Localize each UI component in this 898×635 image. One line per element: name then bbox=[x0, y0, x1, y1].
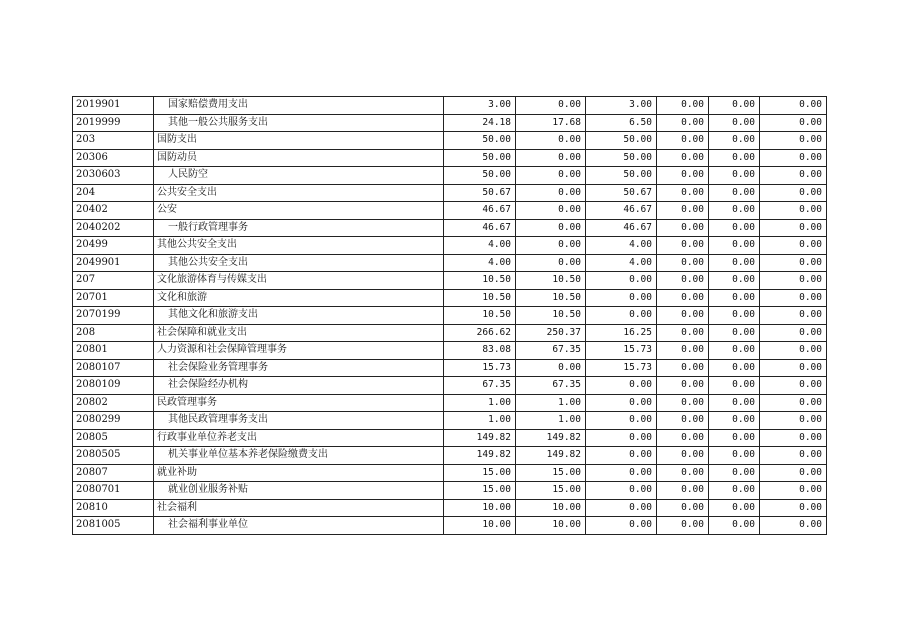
subject-code-cell: 2049901 bbox=[73, 254, 154, 272]
amount-cell: 10.00 bbox=[516, 499, 586, 517]
amount-cell: 0.00 bbox=[760, 394, 827, 412]
subject-name-cell: 就业补助 bbox=[154, 464, 444, 482]
amount-cell: 0.00 bbox=[709, 394, 760, 412]
amount-cell: 0.00 bbox=[760, 202, 827, 220]
amount-cell: 83.08 bbox=[444, 342, 516, 360]
amount-cell: 0.00 bbox=[516, 254, 586, 272]
amount-cell: 0.00 bbox=[760, 412, 827, 430]
amount-cell: 0.00 bbox=[760, 342, 827, 360]
subject-code-cell: 20810 bbox=[73, 499, 154, 517]
amount-cell: 0.00 bbox=[709, 184, 760, 202]
amount-cell: 0.00 bbox=[709, 149, 760, 167]
amount-cell: 15.73 bbox=[586, 342, 657, 360]
amount-cell: 149.82 bbox=[516, 429, 586, 447]
amount-cell: 46.67 bbox=[444, 219, 516, 237]
amount-cell: 0.00 bbox=[760, 447, 827, 465]
table-row bbox=[73, 394, 827, 412]
amount-cell: 0.00 bbox=[516, 359, 586, 377]
amount-cell: 10.00 bbox=[516, 517, 586, 535]
amount-cell: 15.73 bbox=[586, 359, 657, 377]
amount-cell: 0.00 bbox=[657, 429, 709, 447]
subject-code-cell: 20807 bbox=[73, 464, 154, 482]
amount-cell: 0.00 bbox=[760, 149, 827, 167]
subject-name-cell: 民政管理事务 bbox=[154, 394, 444, 412]
subject-name-cell: 其他公共安全支出 bbox=[154, 237, 444, 255]
amount-cell: 0.00 bbox=[516, 132, 586, 150]
subject-name-cell: 社会福利事业单位 bbox=[154, 517, 444, 535]
subject-name-cell: 人力资源和社会保障管理事务 bbox=[154, 342, 444, 360]
subject-code-cell: 20802 bbox=[73, 394, 154, 412]
amount-cell: 4.00 bbox=[586, 237, 657, 255]
amount-cell: 0.00 bbox=[657, 219, 709, 237]
subject-name-cell: 其他公共安全支出 bbox=[154, 254, 444, 272]
amount-cell: 0.00 bbox=[760, 482, 827, 500]
amount-cell: 46.67 bbox=[444, 202, 516, 220]
table-row bbox=[73, 324, 827, 342]
subject-name-cell: 社会保障和就业支出 bbox=[154, 324, 444, 342]
amount-cell: 0.00 bbox=[760, 167, 827, 185]
subject-code-cell: 2080701 bbox=[73, 482, 154, 500]
amount-cell: 50.00 bbox=[444, 149, 516, 167]
amount-cell: 0.00 bbox=[657, 394, 709, 412]
amount-cell: 0.00 bbox=[709, 377, 760, 395]
subject-code-cell: 20402 bbox=[73, 202, 154, 220]
table-row bbox=[73, 237, 827, 255]
amount-cell: 10.50 bbox=[516, 307, 586, 325]
amount-cell: 0.00 bbox=[657, 499, 709, 517]
amount-cell: 0.00 bbox=[709, 447, 760, 465]
amount-cell: 16.25 bbox=[586, 324, 657, 342]
subject-name-cell: 国家赔偿费用支出 bbox=[154, 97, 444, 115]
amount-cell: 0.00 bbox=[586, 482, 657, 500]
table-row bbox=[73, 429, 827, 447]
table-row bbox=[73, 149, 827, 167]
amount-cell: 0.00 bbox=[657, 377, 709, 395]
amount-cell: 0.00 bbox=[516, 149, 586, 167]
amount-cell: 0.00 bbox=[760, 132, 827, 150]
amount-cell: 0.00 bbox=[586, 447, 657, 465]
amount-cell: 0.00 bbox=[760, 254, 827, 272]
amount-cell: 0.00 bbox=[709, 114, 760, 132]
table-row bbox=[73, 359, 827, 377]
table-body bbox=[73, 97, 827, 535]
subject-code-cell: 2019901 bbox=[73, 97, 154, 115]
amount-cell: 15.00 bbox=[444, 464, 516, 482]
amount-cell: 0.00 bbox=[657, 342, 709, 360]
table-row bbox=[73, 132, 827, 150]
amount-cell: 6.50 bbox=[586, 114, 657, 132]
subject-code-cell: 2040202 bbox=[73, 219, 154, 237]
table-row bbox=[73, 464, 827, 482]
subject-name-cell: 社会福利 bbox=[154, 499, 444, 517]
amount-cell: 10.50 bbox=[444, 272, 516, 290]
amount-cell: 0.00 bbox=[586, 499, 657, 517]
subject-code-cell: 2080107 bbox=[73, 359, 154, 377]
amount-cell: 1.00 bbox=[444, 412, 516, 430]
amount-cell: 50.00 bbox=[444, 132, 516, 150]
table-row bbox=[73, 289, 827, 307]
amount-cell: 0.00 bbox=[709, 359, 760, 377]
amount-cell: 0.00 bbox=[586, 412, 657, 430]
amount-cell: 0.00 bbox=[709, 342, 760, 360]
subject-code-cell: 204 bbox=[73, 184, 154, 202]
subject-code-cell: 20801 bbox=[73, 342, 154, 360]
amount-cell: 10.00 bbox=[444, 499, 516, 517]
amount-cell: 0.00 bbox=[516, 202, 586, 220]
amount-cell: 0.00 bbox=[586, 377, 657, 395]
amount-cell: 0.00 bbox=[709, 97, 760, 115]
amount-cell: 0.00 bbox=[657, 254, 709, 272]
subject-name-cell: 一般行政管理事务 bbox=[154, 219, 444, 237]
amount-cell: 0.00 bbox=[657, 517, 709, 535]
amount-cell: 0.00 bbox=[709, 167, 760, 185]
amount-cell: 50.00 bbox=[586, 149, 657, 167]
amount-cell: 0.00 bbox=[760, 219, 827, 237]
subject-code-cell: 208 bbox=[73, 324, 154, 342]
amount-cell: 50.67 bbox=[444, 184, 516, 202]
amount-cell: 0.00 bbox=[760, 184, 827, 202]
amount-cell: 0.00 bbox=[709, 517, 760, 535]
budget-table bbox=[72, 96, 827, 535]
amount-cell: 0.00 bbox=[657, 184, 709, 202]
amount-cell: 50.00 bbox=[586, 132, 657, 150]
amount-cell: 50.00 bbox=[444, 167, 516, 185]
amount-cell: 0.00 bbox=[516, 184, 586, 202]
table-row bbox=[73, 377, 827, 395]
amount-cell: 15.00 bbox=[444, 482, 516, 500]
table-row bbox=[73, 184, 827, 202]
amount-cell: 149.82 bbox=[516, 447, 586, 465]
amount-cell: 0.00 bbox=[760, 97, 827, 115]
subject-name-cell: 社会保险业务管理事务 bbox=[154, 359, 444, 377]
subject-code-cell: 20805 bbox=[73, 429, 154, 447]
amount-cell: 50.00 bbox=[586, 167, 657, 185]
amount-cell: 15.00 bbox=[516, 482, 586, 500]
subject-name-cell: 人民防空 bbox=[154, 167, 444, 185]
amount-cell: 0.00 bbox=[586, 429, 657, 447]
amount-cell: 0.00 bbox=[657, 482, 709, 500]
amount-cell: 0.00 bbox=[709, 237, 760, 255]
subject-code-cell: 2019999 bbox=[73, 114, 154, 132]
amount-cell: 4.00 bbox=[444, 254, 516, 272]
subject-name-cell: 文化旅游体育与传媒支出 bbox=[154, 272, 444, 290]
subject-code-cell: 2080109 bbox=[73, 377, 154, 395]
amount-cell: 0.00 bbox=[709, 272, 760, 290]
amount-cell: 0.00 bbox=[709, 324, 760, 342]
table-row bbox=[73, 219, 827, 237]
amount-cell: 15.73 bbox=[444, 359, 516, 377]
amount-cell: 24.18 bbox=[444, 114, 516, 132]
amount-cell: 0.00 bbox=[657, 307, 709, 325]
amount-cell: 10.50 bbox=[444, 289, 516, 307]
amount-cell: 0.00 bbox=[709, 464, 760, 482]
table-row bbox=[73, 167, 827, 185]
amount-cell: 10.50 bbox=[444, 307, 516, 325]
amount-cell: 46.67 bbox=[586, 202, 657, 220]
table-row bbox=[73, 482, 827, 500]
amount-cell: 0.00 bbox=[657, 167, 709, 185]
amount-cell: 17.68 bbox=[516, 114, 586, 132]
amount-cell: 4.00 bbox=[444, 237, 516, 255]
amount-cell: 0.00 bbox=[709, 254, 760, 272]
amount-cell: 0.00 bbox=[760, 114, 827, 132]
amount-cell: 149.82 bbox=[444, 429, 516, 447]
amount-cell: 15.00 bbox=[516, 464, 586, 482]
subject-code-cell: 203 bbox=[73, 132, 154, 150]
amount-cell: 0.00 bbox=[586, 289, 657, 307]
amount-cell: 10.00 bbox=[444, 517, 516, 535]
table-row bbox=[73, 412, 827, 430]
subject-name-cell: 文化和旅游 bbox=[154, 289, 444, 307]
subject-name-cell: 其他一般公共服务支出 bbox=[154, 114, 444, 132]
amount-cell: 0.00 bbox=[709, 289, 760, 307]
subject-name-cell: 社会保险经办机构 bbox=[154, 377, 444, 395]
amount-cell: 46.67 bbox=[586, 219, 657, 237]
amount-cell: 0.00 bbox=[586, 464, 657, 482]
amount-cell: 0.00 bbox=[760, 289, 827, 307]
amount-cell: 0.00 bbox=[709, 219, 760, 237]
amount-cell: 0.00 bbox=[657, 289, 709, 307]
amount-cell: 1.00 bbox=[516, 394, 586, 412]
amount-cell: 0.00 bbox=[760, 464, 827, 482]
amount-cell: 250.37 bbox=[516, 324, 586, 342]
amount-cell: 67.35 bbox=[516, 377, 586, 395]
amount-cell: 0.00 bbox=[760, 307, 827, 325]
amount-cell: 0.00 bbox=[760, 499, 827, 517]
subject-code-cell: 20701 bbox=[73, 289, 154, 307]
amount-cell: 10.50 bbox=[516, 272, 586, 290]
amount-cell: 0.00 bbox=[516, 237, 586, 255]
amount-cell: 0.00 bbox=[586, 272, 657, 290]
amount-cell: 0.00 bbox=[760, 517, 827, 535]
subject-code-cell: 2030603 bbox=[73, 167, 154, 185]
amount-cell: 0.00 bbox=[657, 464, 709, 482]
subject-name-cell: 行政事业单位养老支出 bbox=[154, 429, 444, 447]
amount-cell: 4.00 bbox=[586, 254, 657, 272]
subject-name-cell: 就业创业服务补贴 bbox=[154, 482, 444, 500]
amount-cell: 0.00 bbox=[516, 167, 586, 185]
subject-code-cell: 20306 bbox=[73, 149, 154, 167]
amount-cell: 50.67 bbox=[586, 184, 657, 202]
amount-cell: 1.00 bbox=[444, 394, 516, 412]
amount-cell: 0.00 bbox=[657, 149, 709, 167]
amount-cell: 0.00 bbox=[657, 272, 709, 290]
amount-cell: 0.00 bbox=[760, 324, 827, 342]
amount-cell: 3.00 bbox=[586, 97, 657, 115]
amount-cell: 0.00 bbox=[709, 412, 760, 430]
table-row bbox=[73, 114, 827, 132]
amount-cell: 266.62 bbox=[444, 324, 516, 342]
amount-cell: 0.00 bbox=[657, 237, 709, 255]
amount-cell: 0.00 bbox=[709, 132, 760, 150]
table-row bbox=[73, 517, 827, 535]
table-row bbox=[73, 499, 827, 517]
subject-name-cell: 国防动员 bbox=[154, 149, 444, 167]
subject-code-cell: 2081005 bbox=[73, 517, 154, 535]
table-row bbox=[73, 447, 827, 465]
table-row bbox=[73, 97, 827, 115]
amount-cell: 0.00 bbox=[760, 237, 827, 255]
subject-code-cell: 2070199 bbox=[73, 307, 154, 325]
amount-cell: 0.00 bbox=[760, 272, 827, 290]
amount-cell: 3.00 bbox=[444, 97, 516, 115]
amount-cell: 0.00 bbox=[709, 482, 760, 500]
amount-cell: 0.00 bbox=[709, 499, 760, 517]
amount-cell: 67.35 bbox=[444, 377, 516, 395]
subject-name-cell: 公共安全支出 bbox=[154, 184, 444, 202]
amount-cell: 0.00 bbox=[657, 412, 709, 430]
subject-code-cell: 207 bbox=[73, 272, 154, 290]
amount-cell: 0.00 bbox=[657, 359, 709, 377]
amount-cell: 0.00 bbox=[760, 429, 827, 447]
amount-cell: 0.00 bbox=[657, 202, 709, 220]
subject-name-cell: 国防支出 bbox=[154, 132, 444, 150]
amount-cell: 0.00 bbox=[760, 359, 827, 377]
subject-code-cell: 20499 bbox=[73, 237, 154, 255]
table-row bbox=[73, 202, 827, 220]
subject-name-cell: 其他民政管理事务支出 bbox=[154, 412, 444, 430]
amount-cell: 0.00 bbox=[657, 132, 709, 150]
amount-cell: 0.00 bbox=[516, 97, 586, 115]
amount-cell: 0.00 bbox=[709, 307, 760, 325]
amount-cell: 0.00 bbox=[657, 97, 709, 115]
amount-cell: 0.00 bbox=[516, 219, 586, 237]
amount-cell: 0.00 bbox=[709, 429, 760, 447]
amount-cell: 0.00 bbox=[760, 377, 827, 395]
table-row bbox=[73, 254, 827, 272]
amount-cell: 0.00 bbox=[586, 394, 657, 412]
amount-cell: 0.00 bbox=[657, 114, 709, 132]
amount-cell: 10.50 bbox=[516, 289, 586, 307]
table-row bbox=[73, 342, 827, 360]
amount-cell: 0.00 bbox=[709, 202, 760, 220]
amount-cell: 67.35 bbox=[516, 342, 586, 360]
amount-cell: 1.00 bbox=[516, 412, 586, 430]
amount-cell: 149.82 bbox=[444, 447, 516, 465]
amount-cell: 0.00 bbox=[657, 447, 709, 465]
subject-name-cell: 机关事业单位基本养老保险缴费支出 bbox=[154, 447, 444, 465]
amount-cell: 0.00 bbox=[586, 517, 657, 535]
subject-code-cell: 2080505 bbox=[73, 447, 154, 465]
subject-name-cell: 公安 bbox=[154, 202, 444, 220]
subject-name-cell: 其他文化和旅游支出 bbox=[154, 307, 444, 325]
table-row bbox=[73, 272, 827, 290]
amount-cell: 0.00 bbox=[657, 324, 709, 342]
table-row bbox=[73, 307, 827, 325]
subject-code-cell: 2080299 bbox=[73, 412, 154, 430]
amount-cell: 0.00 bbox=[586, 307, 657, 325]
